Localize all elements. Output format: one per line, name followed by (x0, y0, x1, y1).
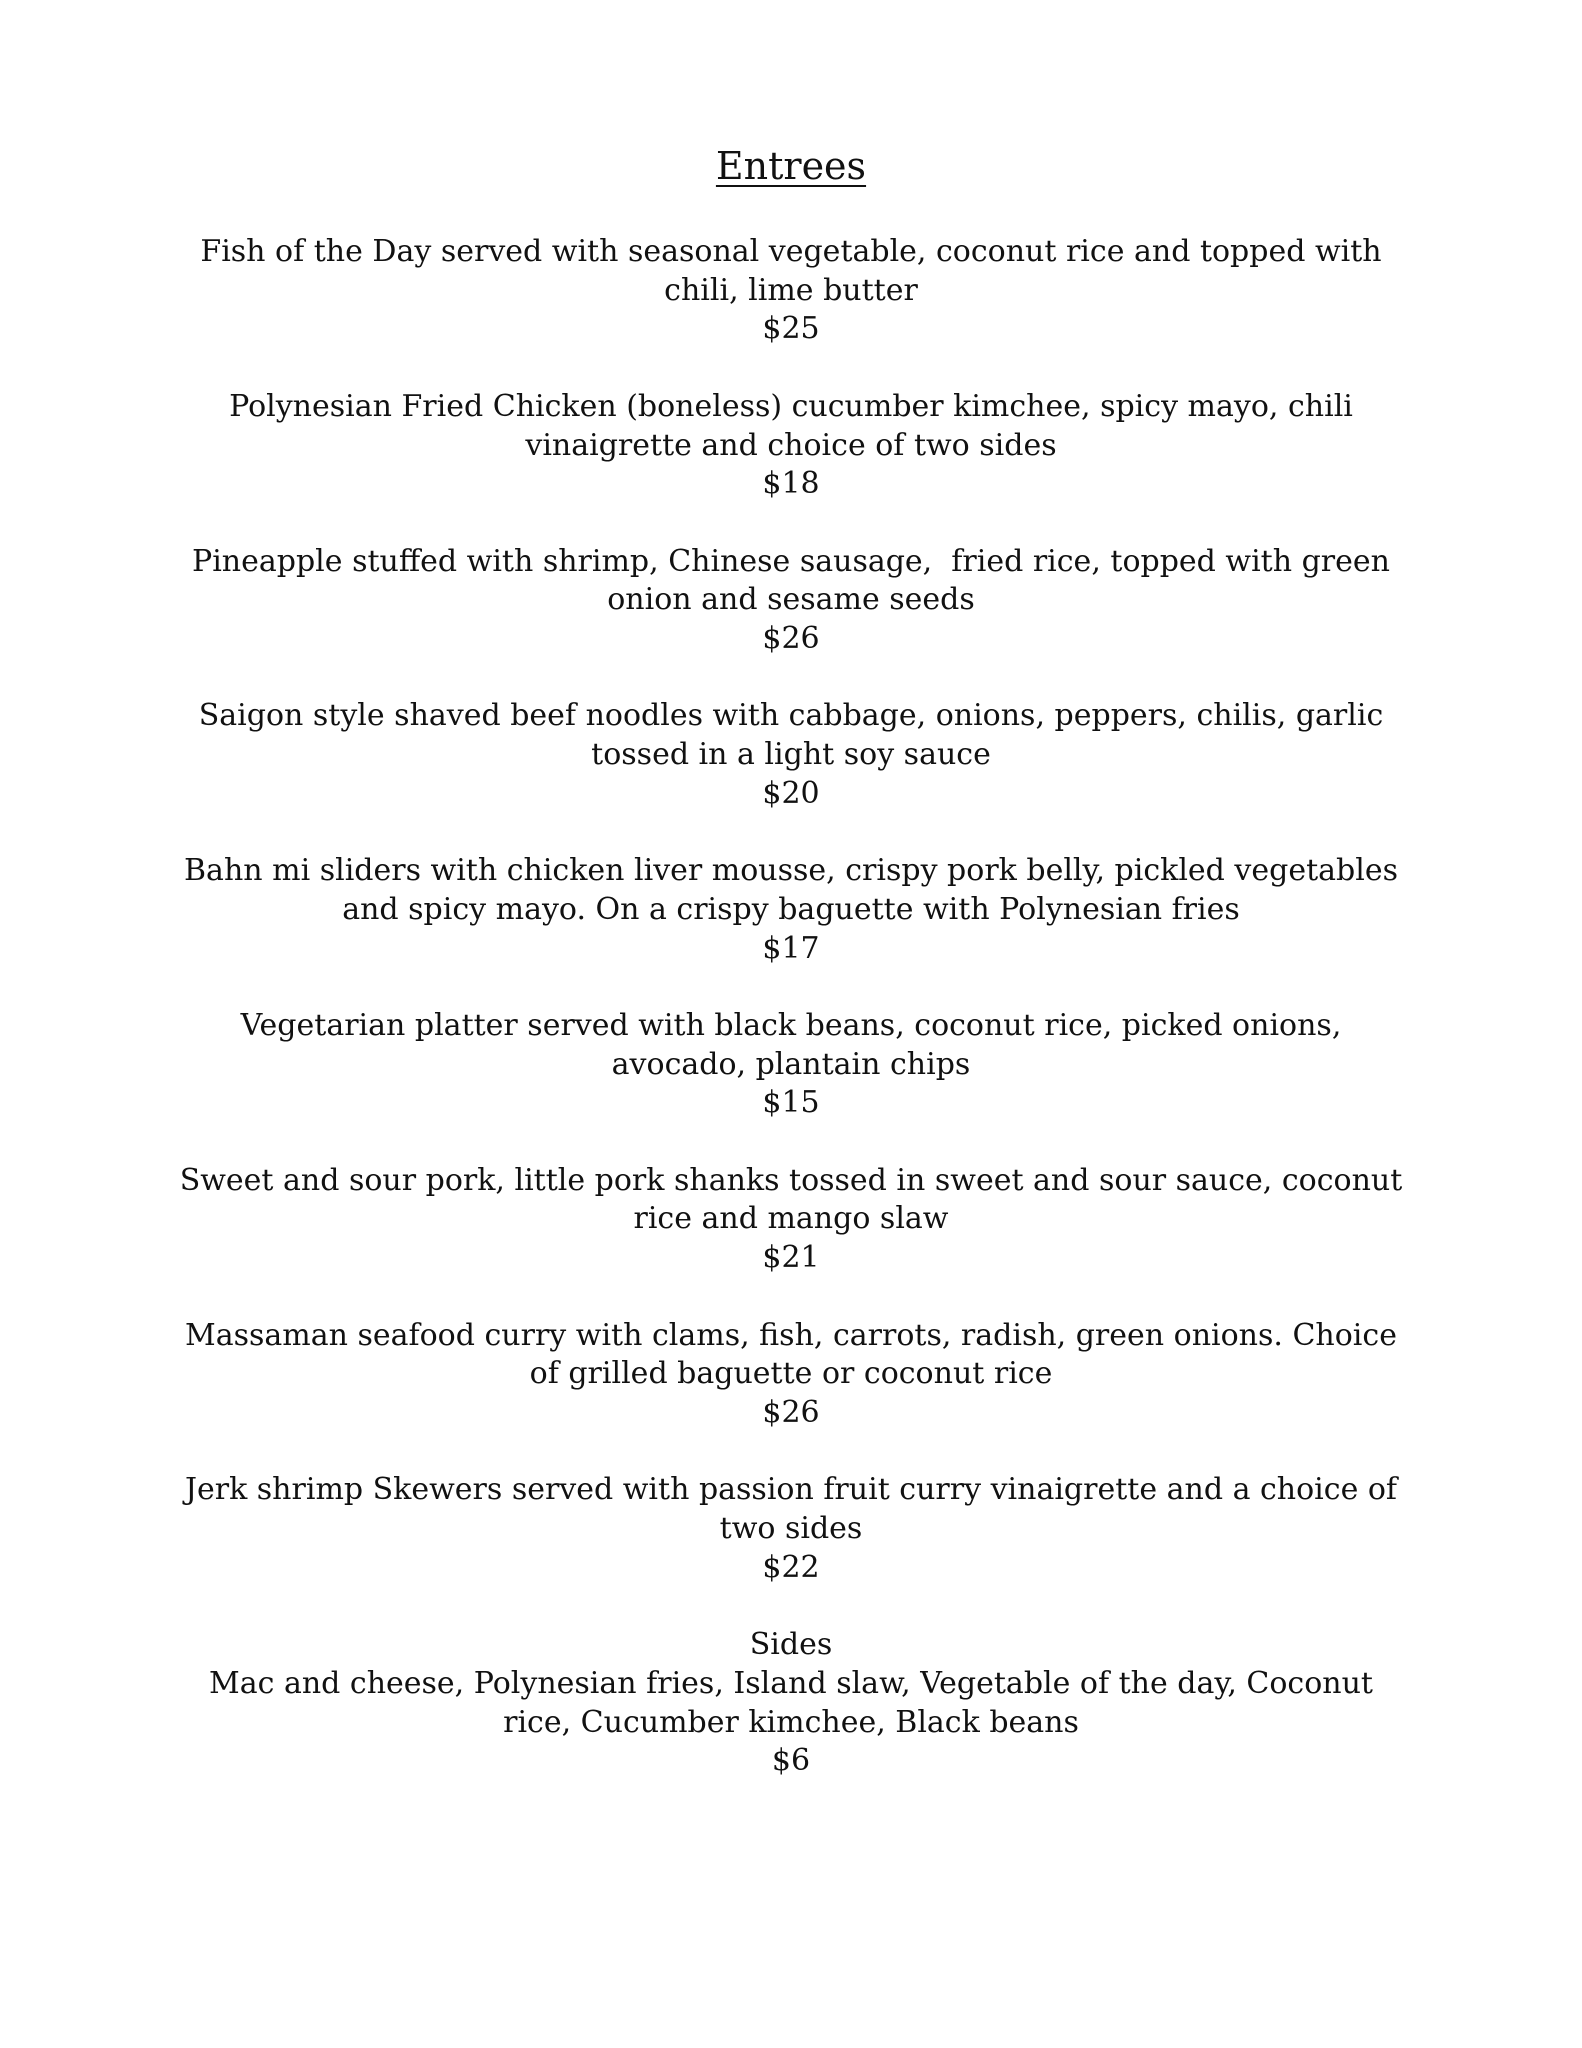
menu-item (120, 852, 1462, 968)
sides-description-line: Mac and cheese, Polynesian fries, Island slaw, Vegetable of the day, Coconut (209, 1665, 1373, 1701)
item-price: $17 (762, 930, 820, 966)
item-description-line: onion and sesame seeds (607, 582, 975, 618)
item-price: $26 (762, 1394, 820, 1430)
item-description-line: Sweet and sour pork, little pork shanks tossed in sweet and sour sauce, coconut (179, 1162, 1403, 1198)
menu-item (120, 1317, 1462, 1433)
menu-item (120, 543, 1462, 659)
sides-price: $6 (771, 1743, 811, 1779)
page-title: Entrees (715, 144, 867, 188)
item-price: $15 (762, 1085, 820, 1121)
item-description-line: Jerk shrimp Skewers served with passion fruit curry vinaigrette and a choice of (184, 1472, 1398, 1508)
menu-item (120, 1162, 1462, 1278)
item-description-line: of grilled baguette or coconut rice (529, 1356, 1053, 1392)
menu-item (120, 1007, 1462, 1123)
item-description-line: two sides (719, 1511, 863, 1547)
menu-item (120, 388, 1462, 504)
item-description-line: and spicy mayo. On a crispy baguette with Polynesian fries (342, 891, 1240, 927)
item-description-line: vinaigrette and choice of two sides (525, 427, 1057, 463)
item-description-line: Fish of the Day served with seasonal vegetable, coconut rice and topped with (200, 234, 1382, 269)
item-price: $21 (762, 1240, 820, 1276)
item-description-line: rice and mango slaw (633, 1201, 949, 1237)
sides-heading: Sides (749, 1627, 833, 1663)
item-description-line: Bahn mi sliders with chicken liver mousse, crispy pork belly, pickled vegetables (184, 853, 1398, 889)
item-price: $22 (762, 1549, 820, 1585)
entree-list (120, 233, 1462, 1781)
item-price: $26 (762, 621, 820, 656)
item-description-line: Polynesian Fried Chicken (boneless) cucumber kimchee, spicy mayo, chili (229, 388, 1353, 424)
item-price: $18 (762, 466, 820, 502)
menu-item (120, 697, 1462, 813)
item-description-line: tossed in a light soy sauce (591, 737, 991, 773)
item-description-line: avocado, plantain chips (611, 1046, 971, 1082)
item-price: $20 (762, 775, 820, 811)
item-description-line: Vegetarian platter served with black beans, coconut rice, picked onions, (240, 1007, 1342, 1043)
sides-description-line: rice, Cucumber kimchee, Black beans (503, 1704, 1079, 1740)
item-description-line: Massaman seafood curry with clams, fish, carrots, radish, green onions. Choice (185, 1317, 1397, 1353)
item-price: $25 (762, 311, 820, 347)
menu-item (120, 233, 1462, 349)
sides-section (120, 1626, 1462, 1781)
item-description-line: Pineapple stuffed with shrimp, Chinese sausage, fried rice, topped with green (192, 543, 1390, 579)
item-description-line: chili, lime butter (664, 272, 918, 308)
menu-item (120, 1471, 1462, 1587)
item-description-line: Saigon style shaved beef noodles with cabbage, onions, peppers, chilis, garlic (198, 698, 1384, 734)
